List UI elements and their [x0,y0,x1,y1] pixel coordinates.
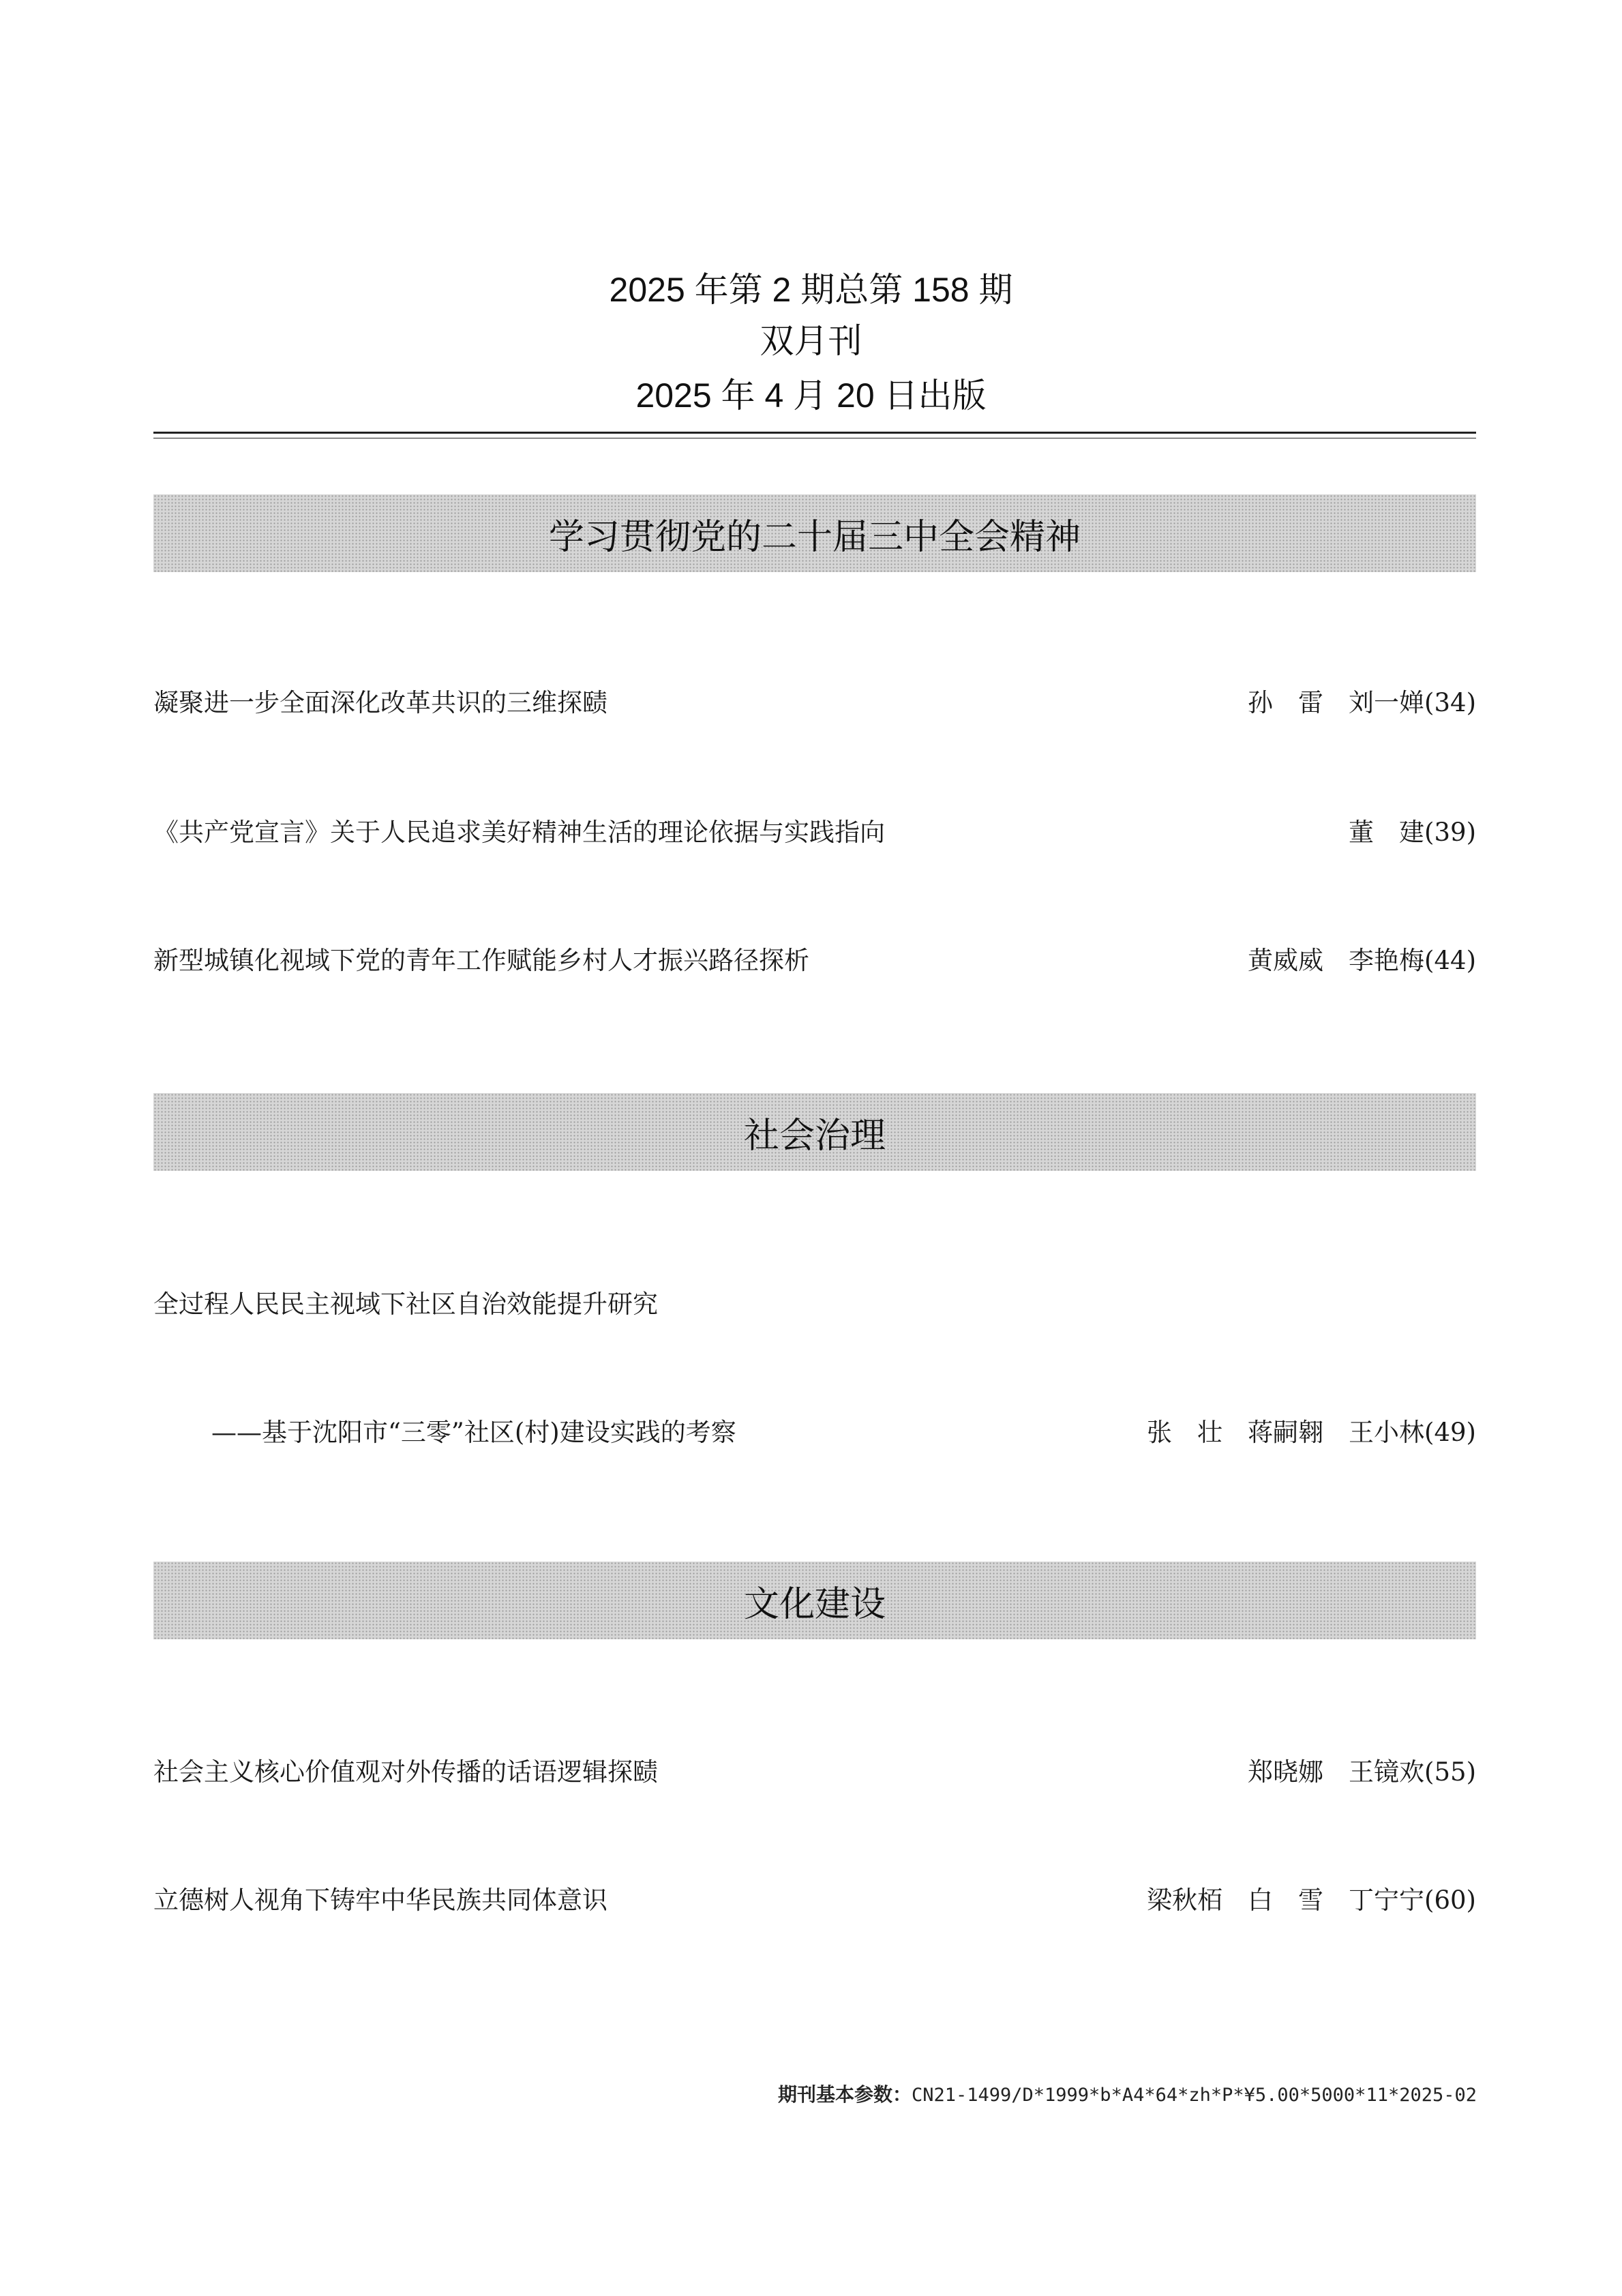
journal-parameters [778,2080,1477,2107]
article-title[interactable]: 立德树人视角下铸牢中华民族共同体意识 [153,1885,607,1915]
toc-entry[interactable] [153,811,1476,852]
article-title[interactable]: 新型城镇化视域下党的青年工作赋能乡村人才振兴路径探析 [153,946,809,975]
parameters-value: CN21-1499/D*1999*b*A4*64*zh*P*¥5.00*5000*11*2025-02 [911,2085,1477,2106]
article-byline: 董 建(39) [1349,818,1476,847]
parameters-label: 期刊基本参数： [777,2083,912,2106]
section-heading: 学习贯彻党的二十届三中全会精神 [153,494,1476,572]
toc-entry[interactable] [153,1879,1476,1920]
frequency-label: 双月刊 [760,322,862,360]
article-byline: 孙 雷 刘一婵(34) [1248,688,1476,717]
section-heading: 社会治理 [153,1093,1476,1171]
article-title[interactable]: 全过程人民民主视域下社区自治效能提升研究 [153,1289,658,1319]
article-byline: 黄威威 李艳梅(44) [1248,946,1476,975]
issue-line: 2025 年第 2 期总第 158 期 [609,271,1013,309]
article-byline: 张 壮 蒋嗣翱 王小林(49) [1147,1418,1476,1447]
article-title[interactable]: 《共产党宣言》关于人民追求美好精神生活的理论依据与实践指向 [153,818,885,847]
article-byline: 郑晓娜 王镜欢(55) [1248,1757,1476,1787]
toc-entry[interactable] [153,1412,1476,1452]
section-heading: 文化建设 [153,1562,1476,1639]
article-title[interactable]: 凝聚进一步全面深化改革共识的三维探赜 [153,688,607,717]
toc-entry[interactable] [153,1283,1476,1324]
publish-date: 2025 年 4 月 20 日出版 [635,376,987,415]
toc-entry[interactable] [153,940,1476,981]
article-title[interactable]: 社会主义核心价值观对外传播的话语逻辑探赜 [153,1757,658,1787]
toc-entry[interactable] [153,1751,1476,1792]
article-byline: 梁秋栢 白 雪 丁宁宁(60) [1147,1885,1476,1915]
article-subtitle[interactable]: ——基于沈阳市“三零”社区(村)建设实践的考察 [211,1418,736,1447]
header-rule-thick [153,432,1476,434]
toc-entry[interactable] [153,682,1476,723]
